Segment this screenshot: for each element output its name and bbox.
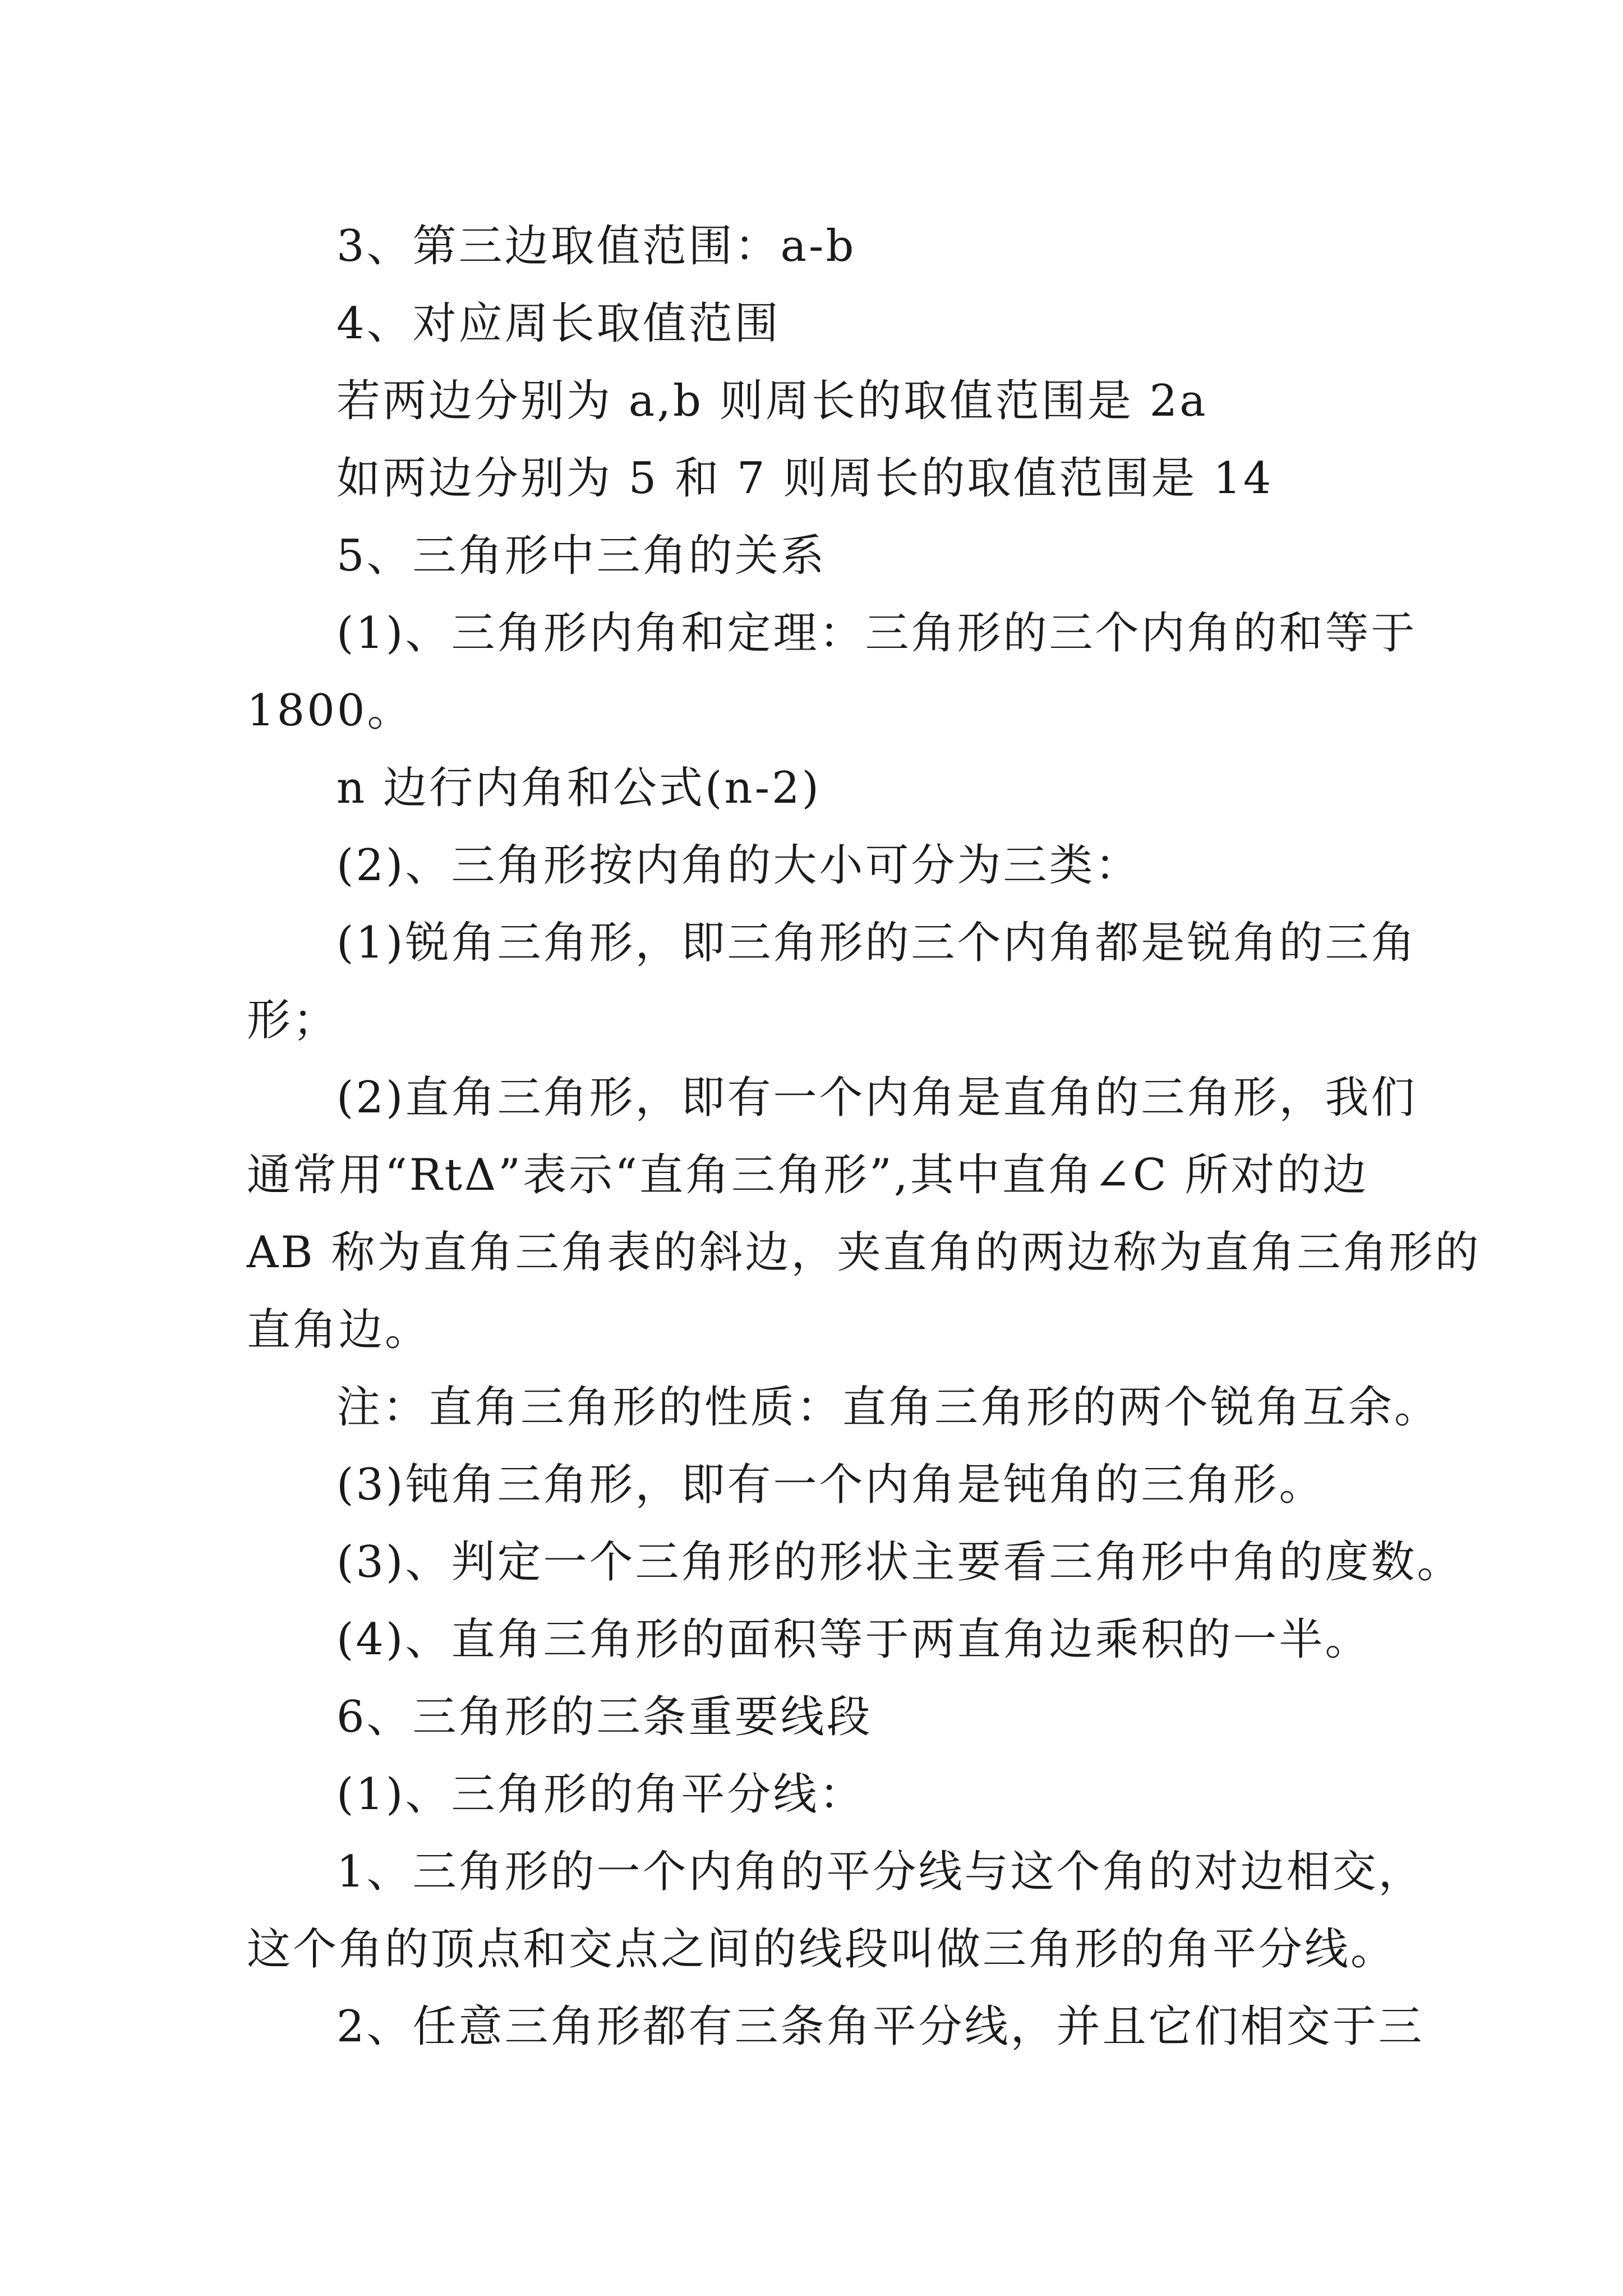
text-line: 形；	[247, 995, 339, 1046]
text-line: (2)、三角形按内角的大小可分为三类：	[336, 840, 1141, 891]
text-line: 这个角的顶点和交点之间的线段叫做三角形的角平分线。	[247, 1924, 1397, 1975]
text-line: 若两边分别为 a,b 则周长的取值范围是 2a	[336, 376, 1208, 426]
text-line: AB 称为直角三角表的斜边，夹直角的两边称为直角三角形的	[247, 1227, 1481, 1278]
text-line: 1、三角形的一个内角的平分线与这个角的对边相交，	[336, 1847, 1424, 1897]
text-line: (2)直角三角形，即有一个内角是直角的三角形，我们	[336, 1073, 1417, 1123]
text-line: 直角边。	[247, 1305, 431, 1355]
text-line: (3)钝角三角形，即有一个内角是钝角的三角形。	[336, 1460, 1325, 1510]
text-line: 3、第三边取值范围：a-b	[336, 221, 856, 272]
text-line: n 边行内角和公式(n-2)	[336, 763, 822, 813]
text-line: 2、任意三角形都有三条角平分线，并且它们相交于三	[336, 2001, 1424, 2052]
text-line: (1)、三角形内角和定理：三角形的三个内角的和等于	[336, 608, 1417, 659]
document-body	[247, 208, 1481, 2065]
text-line: 5、三角形中三角的关系	[336, 531, 827, 581]
text-line: (3)、判定一个三角形的形状主要看三角形中角的度数。	[336, 1537, 1463, 1588]
text-line: 1800。	[247, 685, 413, 736]
text-line: 注：直角三角形的性质：直角三角形的两个锐角互余。	[336, 1382, 1441, 1433]
text-line: (1)、三角形的角平分线：	[336, 1769, 865, 1820]
text-line: 4、对应周长取值范围	[336, 298, 781, 349]
text-line: 6、三角形的三条重要线段	[336, 1692, 873, 1742]
text-line: 如两边分别为 5 和 7 则周长的取值范围是 14	[336, 453, 1274, 504]
text-line: (4)、直角三角形的面积等于两直角边乘积的一半。	[336, 1614, 1371, 1665]
text-line: (1)锐角三角形，即三角形的三个内角都是锐角的三角	[336, 918, 1417, 968]
text-line: 通常用“RtΔ”表示“直角三角形”,其中直角∠C 所对的边	[247, 1150, 1369, 1200]
